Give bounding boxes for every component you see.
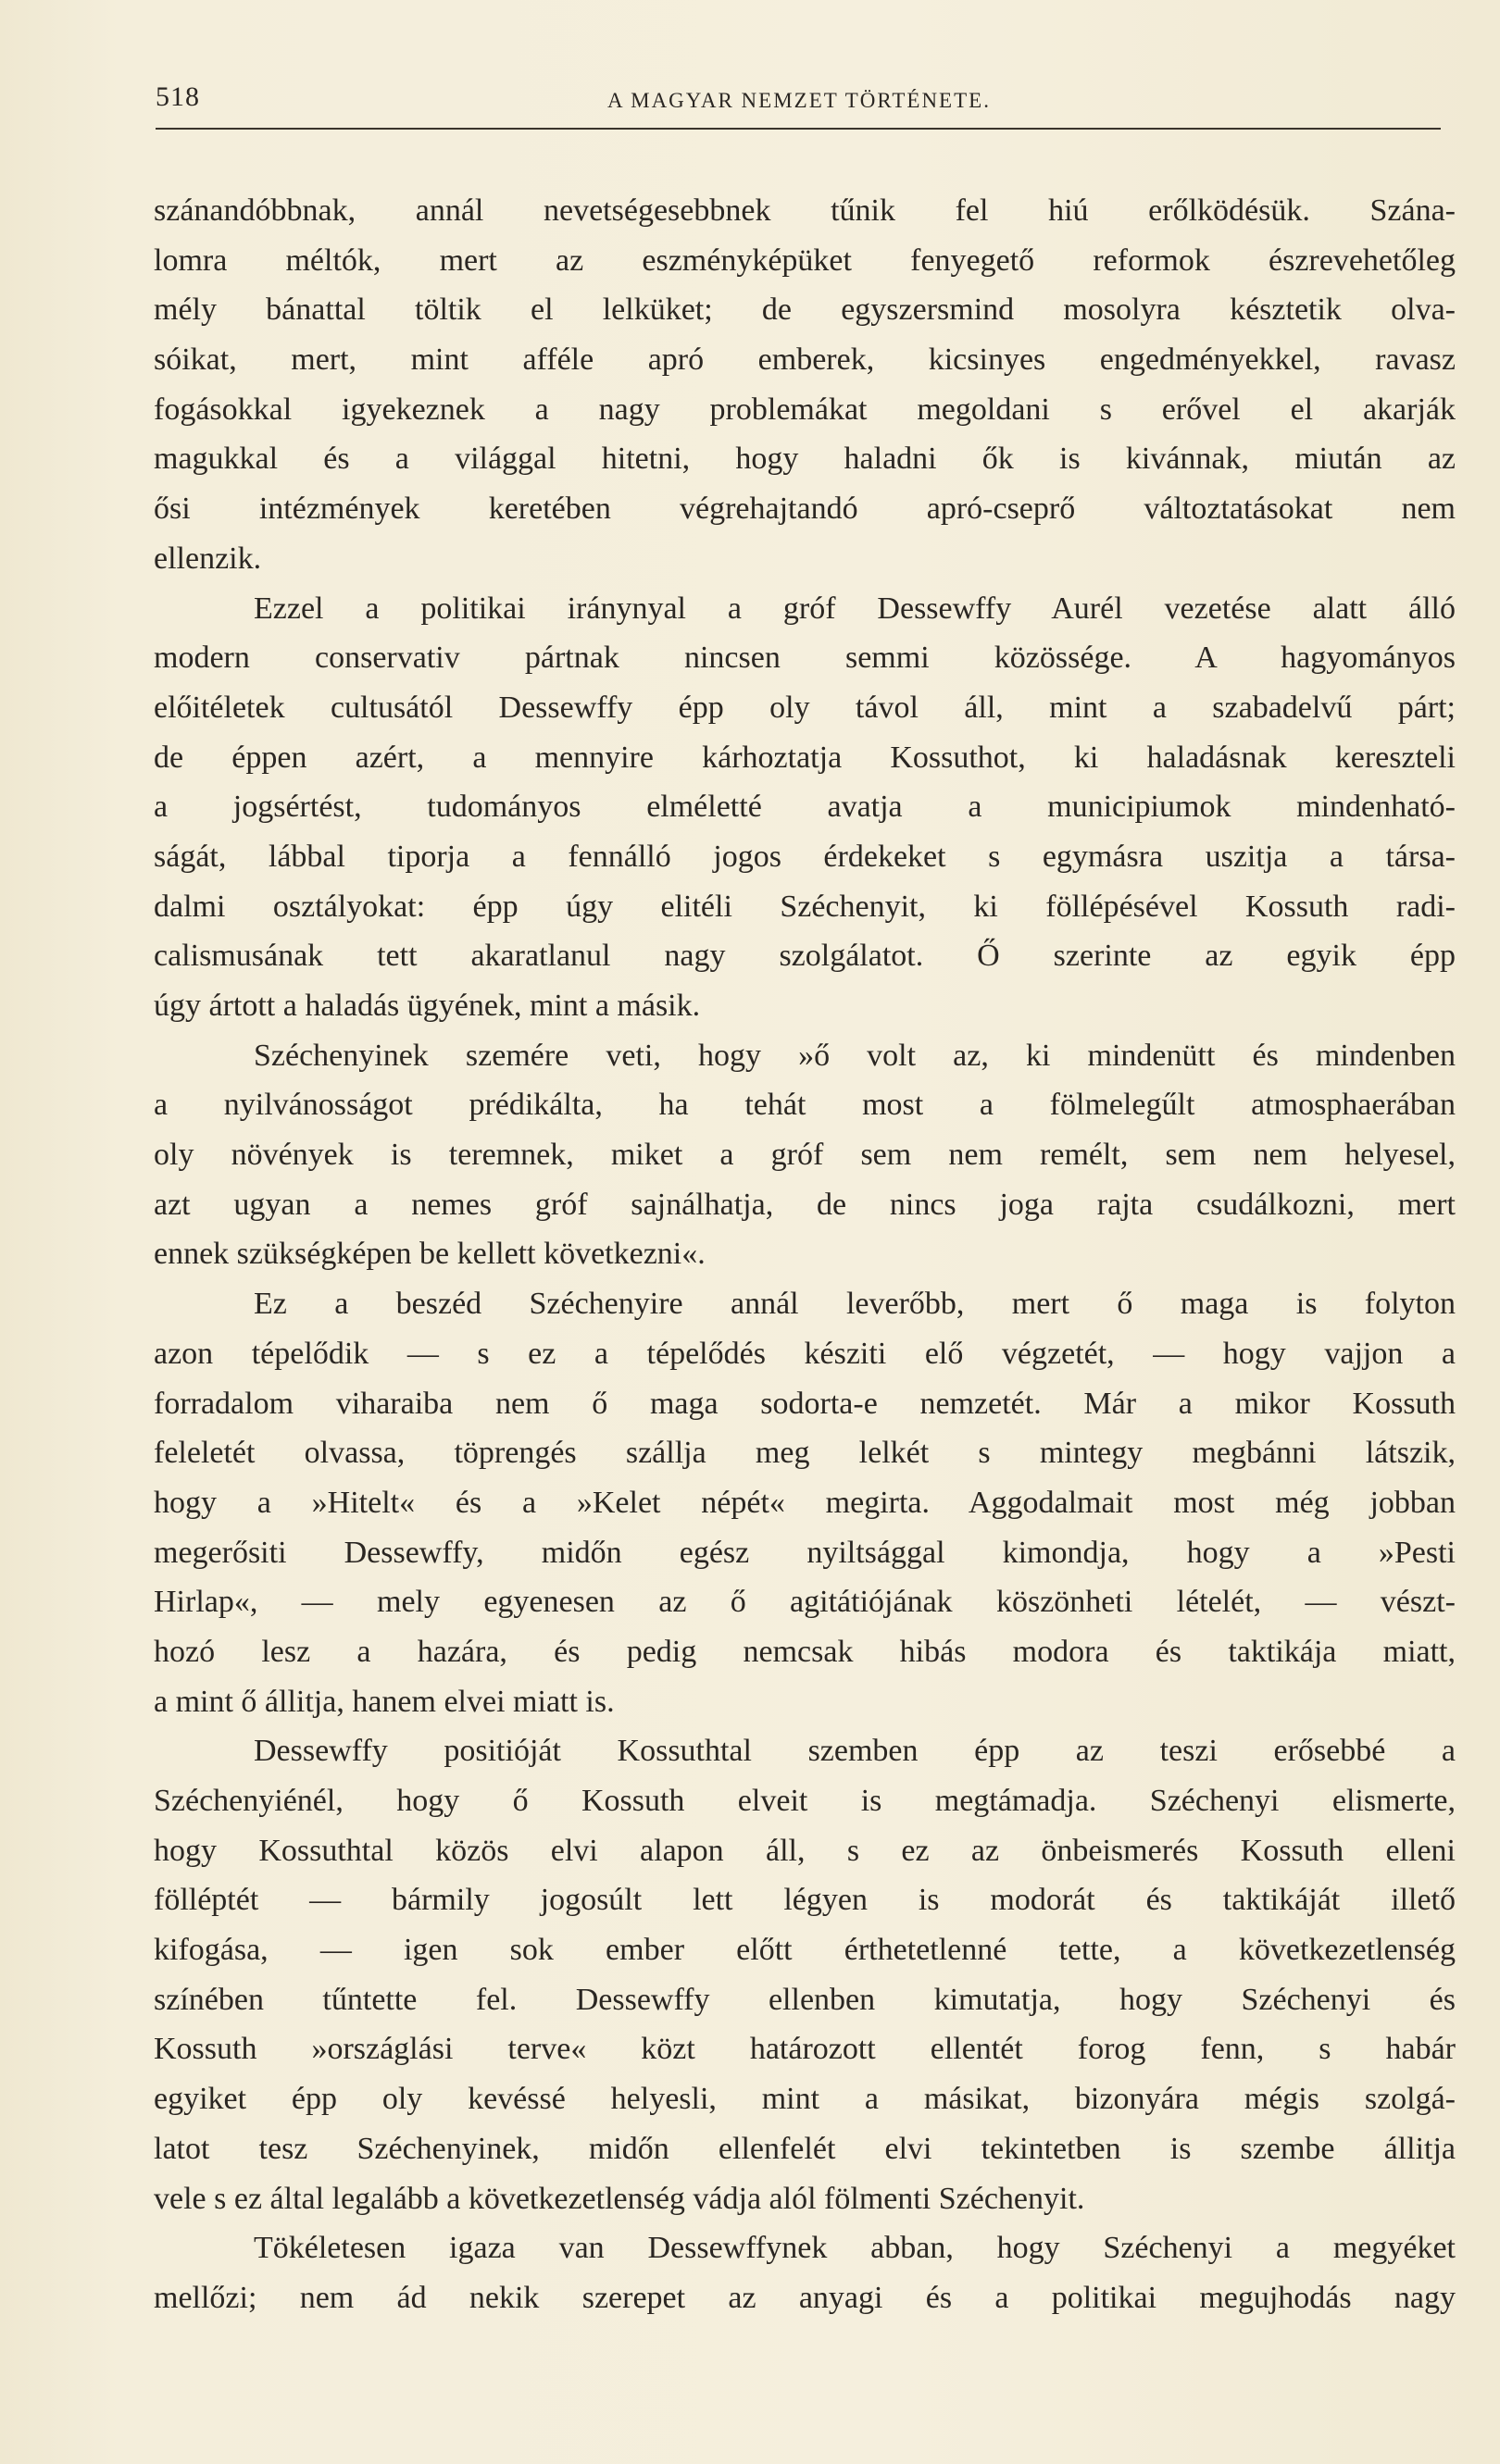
text-line: fölléptét — bármily jogosúlt lett légyen is modorát és taktikáját illető	[154, 1883, 1456, 1918]
text-line: megerősiti Dessewffy, midőn egész nyiltsággal kimondja, hogy a »Pesti	[154, 1535, 1456, 1570]
text-line: ságát, lábbal tiporja a fennálló jogos érdekeket s egymásra uszitja a társa-	[154, 839, 1456, 874]
text-line: a nyilvánosságot prédikálta, ha tehát most a fölmelegűlt atmosphaerában	[154, 1088, 1456, 1123]
text-line: Tökéletesen igaza van Dessewffynek abban, hogy Széchenyi a megyéket	[254, 2231, 1456, 2266]
text-line: ősi intézmények keretében végrehajtandó apró-cseprő változtatásokat nem	[154, 492, 1456, 527]
text-line: a mint ő állitja, hanem elvei miatt is.	[154, 1684, 615, 1719]
text-line: hogy Kossuthtal közös elvi alapon áll, s ez az önbeismerés Kossuth elleni	[154, 1833, 1456, 1868]
text-line: szánandóbbnak, annál nevetségesebbnek tűnik fel hiú erőlködésük. Szána-	[154, 193, 1456, 228]
text-line: sóikat, mert, mint afféle apró emberek, kicsinyes engedményekkel, ravasz	[154, 342, 1456, 378]
text-line: azon tépelődik — s ez a tépelődés késziti elő végzetét, — hogy vajjon a	[154, 1336, 1456, 1371]
text-line: hozó lesz a hazára, és pedig nemcsak hibás modora és taktikája miatt,	[154, 1634, 1456, 1669]
text-line: Ezzel a politikai iránynyal a gróf Dessewffy Aurél vezetése alatt álló	[254, 591, 1456, 626]
text-line: Ez a beszéd Széchenyire annál leverőbb, mert ő maga is folyton	[254, 1287, 1456, 1322]
text-line: ennek szükségképen be kellett következni«.	[154, 1237, 706, 1272]
text-line: feleletét olvassa, töprengés szállja meg lelkét s mintegy megbánni látszik,	[154, 1436, 1456, 1471]
text-line: Széchenyinek szemére veti, hogy »ő volt az, ki mindenütt és mindenben	[254, 1038, 1456, 1073]
text-line: oly növények is teremnek, miket a gróf sem nem remélt, sem nem helyesel,	[154, 1138, 1456, 1173]
text-line: forradalom viharaiba nem ő maga sodorta-e nemzetét. Már a mikor Kossuth	[154, 1386, 1456, 1421]
header-rule	[156, 128, 1441, 130]
text-line: mély bánattal töltik el lelküket; de egyszersmind mosolyra késztetik olva-	[154, 292, 1456, 328]
text-line: hogy a »Hitelt« és a »Kelet népét« megirta. Aggodalmait most még jobban	[154, 1485, 1456, 1520]
text-line: magukkal és a világgal hitetni, hogy haladni ők is kivánnak, miután az	[154, 442, 1456, 477]
page-header	[156, 81, 1443, 124]
text-line: azt ugyan a nemes gróf sajnálhatja, de nincs joga rajta csudálkozni, mert	[154, 1187, 1456, 1222]
text-line: Széchenyiénél, hogy ő Kossuth elveit is megtámadja. Széchenyi elismerte,	[154, 1784, 1456, 1818]
text-line: ellenzik.	[154, 541, 262, 576]
text-line: latot tesz Széchenyinek, midőn ellenfelét elvi tekintetben is szembe állitja	[154, 2131, 1456, 2166]
text-line: úgy ártott a haladás ügyének, mint a másik.	[154, 989, 701, 1023]
text-line: színében tűntette fel. Dessewffy ellenben kimutatja, hogy Széchenyi és	[154, 1982, 1456, 2017]
text-line: de éppen azért, a mennyire kárhoztatja Kossuthot, ki haladásnak kereszteli	[154, 740, 1456, 775]
text-line: előitéletek cultusától Dessewffy épp oly távol áll, mint a szabadelvű párt;	[154, 690, 1456, 725]
text-line: kifogása, — igen sok ember előtt érthetetlenné tette, a következetlenség	[154, 1933, 1456, 1968]
text-line: egyiket épp oly kevéssé helyesli, mint a másikat, bizonyára mégis szolgá-	[154, 2082, 1456, 2117]
text-line: vele s ez által legalább a következetlenség vádja alól fölmenti Széchenyit.	[154, 2181, 1085, 2216]
body-text	[154, 186, 1456, 2323]
text-line: calismusának tett akaratlanul nagy szolgálatot. Ő szerinte az egyik épp	[154, 939, 1456, 974]
text-line: Hirlap«, — mely egyenesen az ő agitátiójának köszönheti lételét, — vészt-	[154, 1585, 1456, 1620]
text-line: modern conservativ pártnak nincsen semmi közössége. A hagyományos	[154, 641, 1456, 676]
text-line: a jogsértést, tudományos elméletté avatja a municipiumok mindenható-	[154, 790, 1456, 825]
text-line: lomra méltók, mert az eszményképüket fenyegető reformok észrevehetőleg	[154, 243, 1456, 278]
page-number: 518	[156, 81, 200, 112]
text-line: Kossuth »országlási terve« közt határozott ellentét forog fenn, s habár	[154, 2032, 1456, 2067]
text-line: Dessewffy positióját Kossuthtal szemben épp az teszi erősebbé a	[254, 1734, 1456, 1769]
text-line: mellőzi; nem ád nekik szerepet az anyagi és a politikai megujhodás nagy	[154, 2280, 1456, 2315]
text-line: fogásokkal igyekeznek a nagy problemákat megoldani s erővel el akarják	[154, 392, 1456, 427]
running-title: A MAGYAR NEMZET TÖRTÉNETE.	[607, 89, 991, 112]
text-line: dalmi osztályokat: épp úgy elitéli Széchenyit, ki föllépésével Kossuth radi-	[154, 889, 1456, 924]
